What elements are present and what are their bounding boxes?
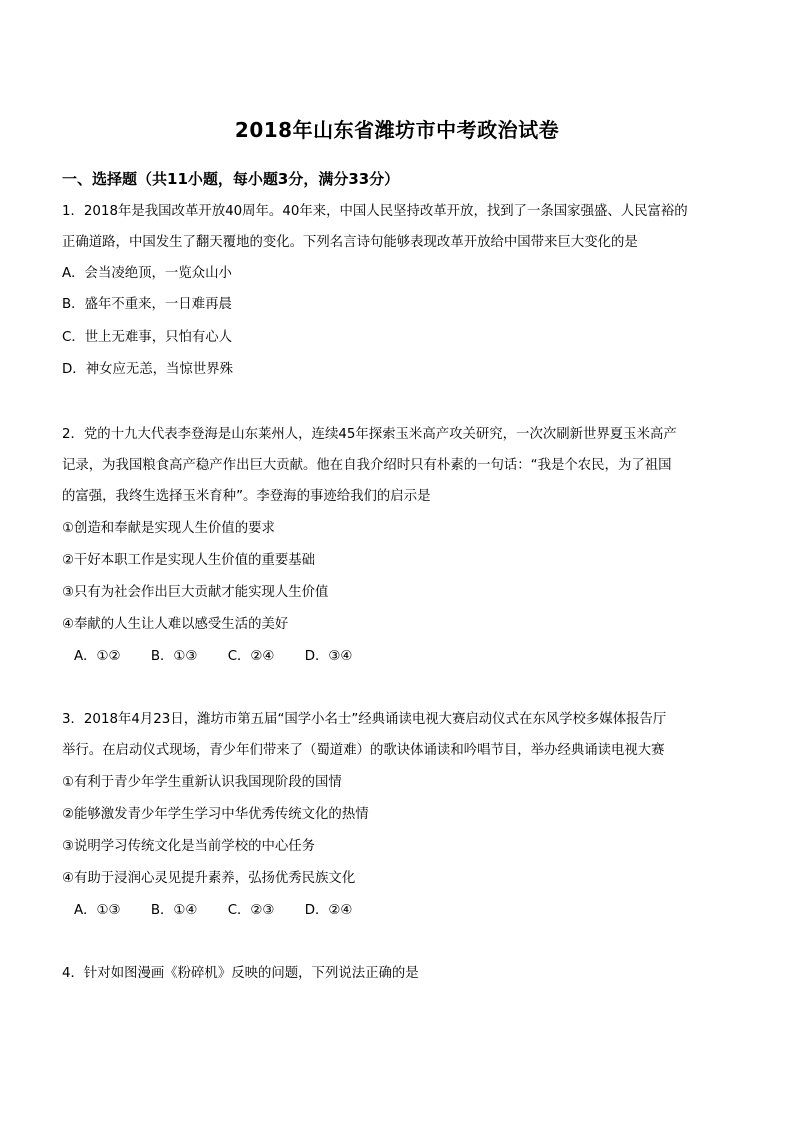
q2-choice-c: C．②④ [227,649,275,664]
q2-stem-line-1: 2．党的十九大代表李登海是山东莱州人，连续45年探索玉米高产攻关研究，一次次刷新世界夏玉米高产 [62,427,677,442]
q2-choices [74,648,378,666]
q3-choice-c: C．②③ [227,903,275,918]
q3-statement-4: ④有助于浸润心灵见提升素养，弘扬优秀民族文化 [62,871,356,886]
page-title: 2018年山东省潍坊市中考政治试卷 [234,118,560,142]
q2-choice-a: A．①② [74,649,121,664]
q2-stem-line-3: 的富强，我终生选择玉米育种”。李登海的事迹给我们的启示是 [62,489,431,504]
q3-statement-3: ③说明学习传统文化是当前学校的中心任务 [62,839,316,854]
q2-choice-b: B．①③ [150,649,198,664]
q2-statement-3: ③只有为社会作出巨大贡献才能实现人生价值 [62,585,329,600]
q1-option-a: A．会当凌绝顶，一览众山小 [62,266,232,281]
q2-stem-line-2: 记录，为我国粮食高产稳产作出巨大贡献。他在自我介绍时只有朴素的一句话：“我是个农民，为了祖国 [62,458,672,473]
q3-statement-1: ①有利于青少年学生重新认识我国现阶段的国情 [62,775,342,790]
q1-stem-line-1: 1．2018年是我国改革开放40周年。40年来，中国人民坚持改革开放，找到了一条国家强盛、人民富裕的 [62,204,688,219]
section-heading: 一、选择题（共11小题，每小题3分，满分33分） [62,170,400,188]
q2-statement-1: ①创造和奉献是实现人生价值的要求 [62,521,275,536]
q4-stem-line-1: 4．针对如图漫画《粉碎机》反映的问题，下列说法正确的是 [62,966,419,981]
q2-statement-4: ④奉献的人生让人难以感受生活的美好 [62,617,289,632]
q3-choice-b: B．①④ [150,903,198,918]
q3-stem-line-1: 3．2018年4月23日，潍坊市第五届“国学小名士”经典诵读电视大赛启动仪式在东风学校多媒体报告厅 [62,712,667,727]
q3-choice-d: D．②④ [304,903,353,918]
q1-option-c: C．世上无难事，只怕有心人 [62,330,233,345]
q3-statement-2: ②能够激发青少年学生学习中华优秀传统文化的热情 [62,807,369,822]
q3-stem-line-2: 举行。在启动仪式现场，青少年们带来了（蜀道难）的歌诀体诵读和吟唱节目，举办经典诵读电视大赛 [62,743,665,758]
q3-choices [74,902,378,920]
q1-option-d: D．神女应无恙，当惊世界殊 [62,362,233,377]
q3-choice-a: A．①③ [74,903,121,918]
q1-stem-line-2: 正确道路，中国发生了翻天覆地的变化。下列名言诗句能够表现改革开放给中国带来巨大变化的是 [62,235,638,250]
q2-statement-2: ②干好本职工作是实现人生价值的重要基础 [62,553,316,568]
q1-option-b: B．盛年不重来，一日难再晨 [62,297,232,312]
q2-choice-d: D．③④ [304,649,353,664]
